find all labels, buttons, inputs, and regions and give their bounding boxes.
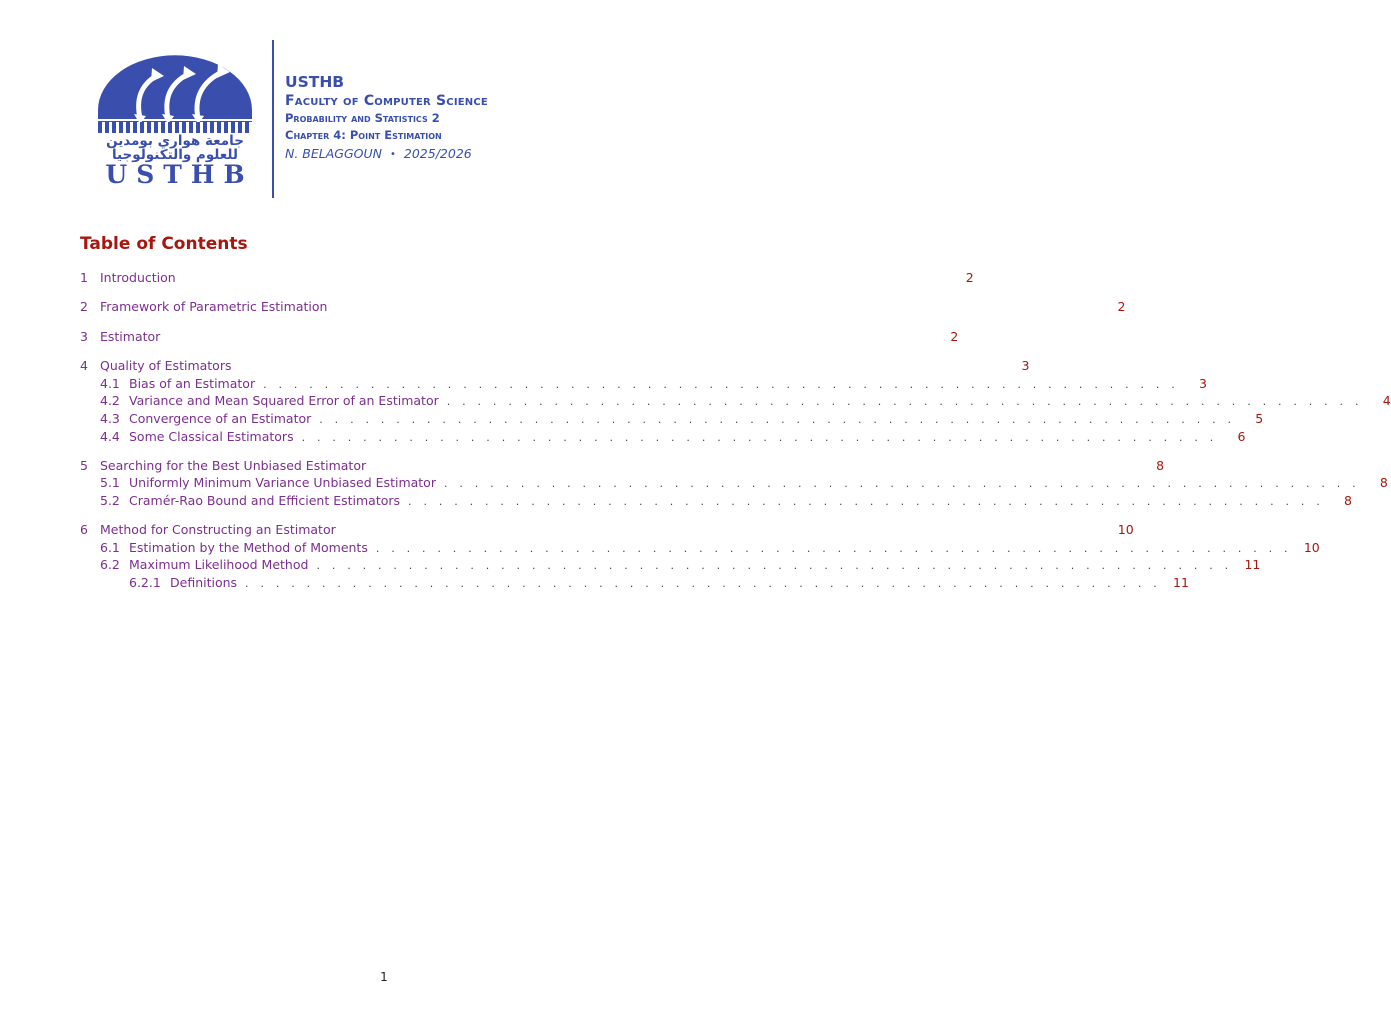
toc-entry-page[interactable]: 6 xyxy=(1237,429,1246,444)
toc-entry[interactable] xyxy=(100,539,1320,557)
toc-entry-title[interactable]: Variance and Mean Squared Error of an Estimator xyxy=(129,393,439,408)
course-title: Probability and Statistics 2 xyxy=(285,111,440,125)
toc-entry-title[interactable]: Estimator xyxy=(100,329,161,344)
toc-entry-number: 2 xyxy=(80,299,88,314)
toc-entry[interactable] xyxy=(100,410,1264,428)
toc-entry-number: 6.2.1 xyxy=(129,575,161,590)
toc-entry[interactable] xyxy=(100,556,1261,574)
toc-entry-number: 4.4 xyxy=(100,429,120,444)
toc-entry-number: 6.1 xyxy=(100,540,120,555)
toc-entry-title[interactable]: Introduction xyxy=(100,270,176,285)
toc-leader-dots: . . . . . . . . . . . . . . . . . . . . . . . . . . . . . . . . . . . . . . . . . . . . . . . . . . . . . . . . . . . . xyxy=(443,477,1360,490)
toc-entry[interactable] xyxy=(100,392,1391,410)
toc-entry-page[interactable]: 8 xyxy=(1156,458,1165,473)
university-logo xyxy=(96,54,254,188)
author-name: N. BELAGGOUN xyxy=(285,146,382,161)
toc-entry-number: 3 xyxy=(80,329,88,344)
toc-leader-dots: . . . . . . . . . . . . . . . . . . . . . . . . . . . . . . . . . . . . . . . . . . . . . . . . . . . . . . . . . . . . xyxy=(301,431,1218,444)
toc-entry-title[interactable]: Estimation by the Method of Moments xyxy=(129,540,368,555)
toc-entry-number: 1 xyxy=(80,270,88,285)
toc-entry-title[interactable]: Uniformly Minimum Variance Unbiased Estimator xyxy=(129,475,436,490)
toc-entry-page[interactable]: 5 xyxy=(1255,411,1264,426)
logo-latin-text: USTHB xyxy=(105,160,254,189)
toc-entry-page[interactable]: 10 xyxy=(1303,540,1320,555)
toc-entry[interactable] xyxy=(129,574,1189,592)
toc-entry-page[interactable]: 11 xyxy=(1173,575,1189,590)
toc-entry-page[interactable]: 2 xyxy=(950,329,959,344)
toc-entry-page[interactable]: 2 xyxy=(965,270,974,285)
toc-entry-page[interactable]: 2 xyxy=(1117,299,1126,314)
toc-entry-number: 5 xyxy=(80,458,88,473)
toc-entry-title[interactable]: Quality of Estimators xyxy=(100,358,232,373)
toc-entry-page[interactable]: 3 xyxy=(1199,376,1207,391)
toc-entry-title[interactable]: Convergence of an Estimator xyxy=(129,411,312,426)
toc-entry[interactable] xyxy=(100,474,1388,492)
toc-entry[interactable] xyxy=(100,375,1207,393)
toc-entry-title[interactable]: Framework of Parametric Estimation xyxy=(100,299,328,314)
toc-entry-title[interactable]: Searching for the Best Unbiased Estimator xyxy=(100,458,367,473)
logo-emblem-icon xyxy=(96,54,254,134)
toc-entry-number: 6.2 xyxy=(100,557,120,572)
toc-entry-page[interactable]: 11 xyxy=(1244,557,1261,572)
toc-entry-title[interactable]: Maximum Likelihood Method xyxy=(129,557,309,572)
toc-entry[interactable] xyxy=(80,357,1030,375)
toc-entry-title[interactable]: Cramér-Rao Bound and Efficient Estimators xyxy=(129,493,401,508)
toc-entry-number: 6 xyxy=(80,522,88,537)
toc-entry-title[interactable]: Definitions xyxy=(170,575,238,590)
toc-entry-page[interactable]: 8 xyxy=(1344,493,1352,508)
toc-entry[interactable] xyxy=(80,298,1126,316)
toc-title: Table of Contents xyxy=(80,234,248,254)
toc-entry-page[interactable]: 3 xyxy=(1021,358,1030,373)
toc-leader-dots: . . . . . . . . . . . . . . . . . . . . . . . . . . . . . . . . . . . . . . . . . . . . . . . . . . . . . . . . . . . . xyxy=(245,577,1161,590)
toc-entry[interactable] xyxy=(80,457,1165,475)
toc-entry-number: 4.2 xyxy=(100,393,120,408)
toc-entry-page[interactable]: 4 xyxy=(1382,393,1391,408)
toc-leader-dots: . . . . . . . . . . . . . . . . . . . . . . . . . . . . . . . . . . . . . . . . . . . . . . . . . . . . . . . . . . . . xyxy=(408,495,1324,508)
header-divider xyxy=(272,40,274,198)
faculty-name: Faculty of Computer Science xyxy=(285,93,488,109)
toc-entry-title[interactable]: Bias of an Estimator xyxy=(129,376,256,391)
toc-leader-dots: . . . . . . . . . . . . . . . . . . . . . . . . . . . . . . . . . . . . . . . . . . . . . . . . . . . . . . . . . . . . xyxy=(446,395,1363,408)
toc-entry-number: 4.3 xyxy=(100,411,120,426)
toc-leader-dots: . . . . . . . . . . . . . . . . . . . . . . . . . . . . . . . . . . . . . . . . . . . . . . . . . . . . . . . . . . . . xyxy=(375,542,1292,555)
institution-name: USTHB xyxy=(285,73,345,91)
toc-entry-title[interactable]: Method for Constructing an Estimator xyxy=(100,522,336,537)
toc-entry[interactable] xyxy=(80,521,1134,539)
toc-entry[interactable] xyxy=(100,492,1352,510)
toc-leader-dots: . . . . . . . . . . . . . . . . . . . . . . . . . . . . . . . . . . . . . . . . . . . . . . . . . . . . . . . . . . . . xyxy=(316,559,1233,572)
toc-entry[interactable] xyxy=(80,269,974,287)
toc-entry-number: 4.1 xyxy=(100,376,120,391)
author-year-line xyxy=(285,145,488,165)
toc-entry-page[interactable]: 8 xyxy=(1379,475,1388,490)
bullet-separator: • xyxy=(390,149,396,160)
logo-arabic-text: جامعة هواري بومدين للعلوم والتكنولوجيا xyxy=(106,133,244,163)
toc-leader-dots: . . . . . . . . . . . . . . . . . . . . . . . . . . . . . . . . . . . . . . . . . . . . . . . . . . . . . . . . . . . . xyxy=(263,378,1179,391)
toc-entry-number: 5.2 xyxy=(100,493,120,508)
page-number: 1 xyxy=(380,970,388,984)
toc-leader-dots: . . . . . . . . . . . . . . . . . . . . . . . . . . . . . . . . . . . . . . . . . . . . . . . . . . . . . . . . . . . . xyxy=(319,413,1236,426)
toc-entry-page[interactable]: 10 xyxy=(1117,522,1134,537)
academic-year: 2025/2026 xyxy=(403,146,472,161)
toc-entry[interactable] xyxy=(80,328,959,346)
toc-entry-number: 5.1 xyxy=(100,475,120,490)
header-text-block xyxy=(285,72,488,165)
toc-entry-number: 4 xyxy=(80,358,88,373)
chapter-title: Chapter 4: Point Estimation xyxy=(285,128,442,142)
toc-entry-title[interactable]: Some Classical Estimators xyxy=(129,429,294,444)
toc-entry[interactable] xyxy=(100,428,1246,446)
